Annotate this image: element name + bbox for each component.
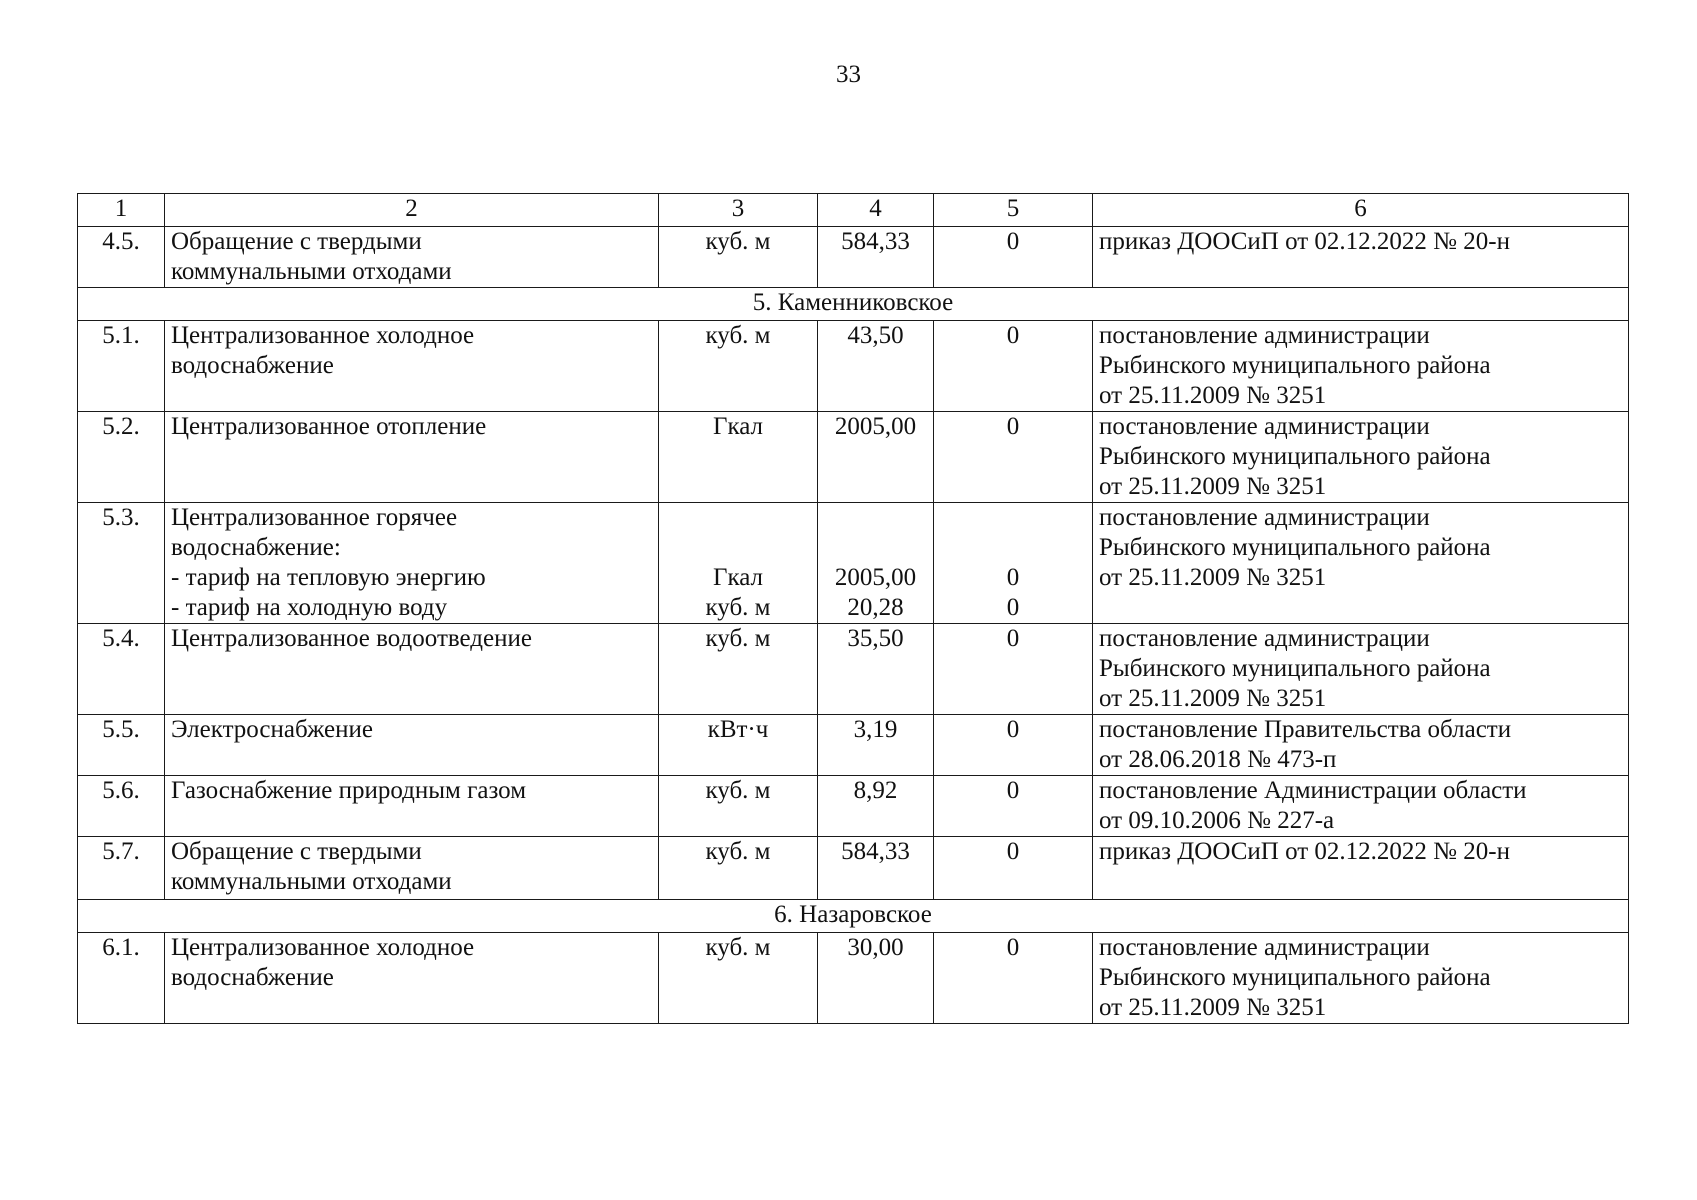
cell-line: водоснабжение: xyxy=(171,534,341,561)
column-number-2: 2 xyxy=(165,194,659,227)
cell-line xyxy=(665,533,811,563)
cell-line: куб. м xyxy=(705,594,771,621)
row-number: 5.6. xyxy=(78,776,165,837)
table-row xyxy=(78,837,1629,900)
cell-line: 0 xyxy=(1006,934,1020,961)
cell-line: 35,50 xyxy=(847,625,904,652)
cell-line: - тариф на холодную воду xyxy=(171,594,448,621)
cell-line: Рыбинского муниципального района xyxy=(1099,964,1491,991)
column-number-3: 3 xyxy=(659,194,818,227)
column-5-cell xyxy=(934,933,1093,1024)
column-5-cell xyxy=(934,321,1093,412)
legal-basis-cell xyxy=(1093,837,1629,900)
cell-line: куб. м xyxy=(705,625,771,652)
section-title: 6. Назаровское xyxy=(78,900,1629,933)
cell-line: 43,50 xyxy=(847,322,904,349)
service-name-cell xyxy=(165,503,659,624)
cell-line: кВт·ч xyxy=(707,716,769,743)
cell-line: 20,28 xyxy=(847,594,904,621)
row-number: 5.1. xyxy=(78,321,165,412)
cell-line: Гкал xyxy=(712,564,763,591)
cell-line: коммунальными отходами xyxy=(171,258,452,285)
service-name-cell xyxy=(165,776,659,837)
table-row xyxy=(78,227,1629,288)
cell-line: водоснабжение xyxy=(171,964,334,991)
cell-line: Централизованное отопление xyxy=(171,413,487,440)
unit-cell xyxy=(659,227,818,288)
legal-basis-cell xyxy=(1093,412,1629,503)
cell-line: 0 xyxy=(1006,594,1020,621)
cell-line: 0 xyxy=(1006,716,1020,743)
row-number: 6.1. xyxy=(78,933,165,1024)
cell-line: 3,19 xyxy=(853,716,898,743)
table-row xyxy=(78,624,1629,715)
cell-line: 2005,00 xyxy=(834,564,917,591)
cell-line: постановление Правительства области xyxy=(1099,716,1512,743)
cell-line: постановление администрации xyxy=(1099,625,1430,652)
section-title: 5. Каменниковское xyxy=(78,288,1629,321)
column-5-cell xyxy=(934,715,1093,776)
column-5-cell xyxy=(934,503,1093,624)
unit-cell xyxy=(659,837,818,900)
column-number-4: 4 xyxy=(818,194,934,227)
cell-line: от 25.11.2009 № 3251 xyxy=(1099,685,1327,712)
column-number-6: 6 xyxy=(1093,194,1629,227)
tariff-value-cell xyxy=(818,776,934,837)
cell-line xyxy=(940,503,1086,533)
cell-line: Газоснабжение природным газом xyxy=(171,777,527,804)
tariff-value-cell xyxy=(818,503,934,624)
service-name-cell xyxy=(165,933,659,1024)
cell-line: куб. м xyxy=(705,228,771,255)
legal-basis-cell xyxy=(1093,624,1629,715)
unit-cell xyxy=(659,933,818,1024)
unit-cell xyxy=(659,503,818,624)
cell-line: Обращение с твердыми xyxy=(171,228,422,255)
cell-line: Централизованное водоотведение xyxy=(171,625,532,652)
cell-line: постановление администрации xyxy=(1099,413,1430,440)
cell-line: Электроснабжение xyxy=(171,716,373,743)
service-name-cell xyxy=(165,412,659,503)
cell-line: 0 xyxy=(1006,777,1020,804)
cell-line: куб. м xyxy=(705,934,771,961)
row-number: 5.3. xyxy=(78,503,165,624)
cell-line: Рыбинского муниципального района xyxy=(1099,534,1491,561)
service-name-cell xyxy=(165,715,659,776)
service-name-cell xyxy=(165,321,659,412)
table-row xyxy=(78,321,1629,412)
cell-line xyxy=(820,533,931,563)
column-number-row xyxy=(78,194,1629,227)
cell-line: 2005,00 xyxy=(834,413,917,440)
row-number: 5.5. xyxy=(78,715,165,776)
cell-line: - тариф на тепловую энергию xyxy=(171,564,486,591)
cell-line: постановление администрации xyxy=(1099,322,1430,349)
tariff-value-cell xyxy=(818,227,934,288)
cell-line: 0 xyxy=(1006,322,1020,349)
cell-line: Рыбинского муниципального района xyxy=(1099,655,1491,682)
row-number: 5.7. xyxy=(78,837,165,900)
cell-line: от 09.10.2006 № 227-а xyxy=(1099,807,1335,834)
tariff-value-cell xyxy=(818,412,934,503)
service-name-cell xyxy=(165,624,659,715)
cell-line: 8,92 xyxy=(853,777,898,804)
cell-line xyxy=(820,503,931,533)
cell-line: от 25.11.2009 № 3251 xyxy=(1099,473,1327,500)
section-header-row xyxy=(78,288,1629,321)
service-name-cell xyxy=(165,837,659,900)
unit-cell xyxy=(659,321,818,412)
tariff-value-cell xyxy=(818,715,934,776)
unit-cell xyxy=(659,715,818,776)
legal-basis-cell xyxy=(1093,503,1629,624)
cell-line xyxy=(940,533,1086,563)
cell-line: коммунальными отходами xyxy=(171,868,452,895)
row-number: 4.5. xyxy=(78,227,165,288)
table-row xyxy=(78,503,1629,624)
column-5-cell xyxy=(934,776,1093,837)
table-row xyxy=(78,715,1629,776)
cell-line: водоснабжение xyxy=(171,352,334,379)
column-5-cell xyxy=(934,412,1093,503)
cell-line: от 25.11.2009 № 3251 xyxy=(1099,382,1327,409)
unit-cell xyxy=(659,776,818,837)
cell-line: постановление администрации xyxy=(1099,934,1430,961)
cell-line: 584,33 xyxy=(841,228,910,255)
column-5-cell xyxy=(934,624,1093,715)
cell-line: 30,00 xyxy=(847,934,904,961)
column-5-cell xyxy=(934,837,1093,900)
cell-line: Гкал xyxy=(712,413,763,440)
tariff-value-cell xyxy=(818,933,934,1024)
tariff-table-body xyxy=(78,194,1629,1024)
column-number-1: 1 xyxy=(78,194,165,227)
cell-line: 584,33 xyxy=(841,838,910,865)
tariff-value-cell xyxy=(818,837,934,900)
legal-basis-cell xyxy=(1093,776,1629,837)
cell-line: 0 xyxy=(1006,228,1020,255)
row-number: 5.2. xyxy=(78,412,165,503)
cell-line: от 25.11.2009 № 3251 xyxy=(1099,564,1327,591)
cell-line: Рыбинского муниципального района xyxy=(1099,352,1491,379)
cell-line xyxy=(665,503,811,533)
cell-line: 0 xyxy=(1006,564,1020,591)
cell-line: Централизованное холодное xyxy=(171,322,475,349)
unit-cell xyxy=(659,412,818,503)
cell-line: от 28.06.2018 № 473-п xyxy=(1099,746,1337,773)
cell-line: куб. м xyxy=(705,777,771,804)
legal-basis-cell xyxy=(1093,933,1629,1024)
cell-line: от 25.11.2009 № 3251 xyxy=(1099,994,1327,1021)
legal-basis-cell xyxy=(1093,227,1629,288)
cell-line: Обращение с твердыми xyxy=(171,838,422,865)
legal-basis-cell xyxy=(1093,715,1629,776)
table-row xyxy=(78,412,1629,503)
cell-line: Централизованное горячее xyxy=(171,504,458,531)
cell-line: Централизованное холодное xyxy=(171,934,475,961)
cell-line: приказ ДООСиП от 02.12.2022 № 20-н xyxy=(1099,838,1510,865)
unit-cell xyxy=(659,624,818,715)
cell-line: постановление администрации xyxy=(1099,504,1430,531)
page-number: 33 xyxy=(836,61,861,88)
tariff-value-cell xyxy=(818,321,934,412)
cell-line: приказ ДООСиП от 02.12.2022 № 20-н xyxy=(1099,228,1510,255)
cell-line: 0 xyxy=(1006,625,1020,652)
cell-line: 0 xyxy=(1006,413,1020,440)
service-name-cell xyxy=(165,227,659,288)
row-number: 5.4. xyxy=(78,624,165,715)
table-row xyxy=(78,776,1629,837)
cell-line: постановление Администрации области xyxy=(1099,777,1527,804)
legal-basis-cell xyxy=(1093,321,1629,412)
cell-line: Рыбинского муниципального района xyxy=(1099,443,1491,470)
cell-line: куб. м xyxy=(705,838,771,865)
column-5-cell xyxy=(934,227,1093,288)
tariff-value-cell xyxy=(818,624,934,715)
section-header-row xyxy=(78,900,1629,933)
cell-line: 0 xyxy=(1006,838,1020,865)
table-row xyxy=(78,933,1629,1024)
cell-line: куб. м xyxy=(705,322,771,349)
column-number-5: 5 xyxy=(934,194,1093,227)
tariff-table xyxy=(77,193,1629,1024)
